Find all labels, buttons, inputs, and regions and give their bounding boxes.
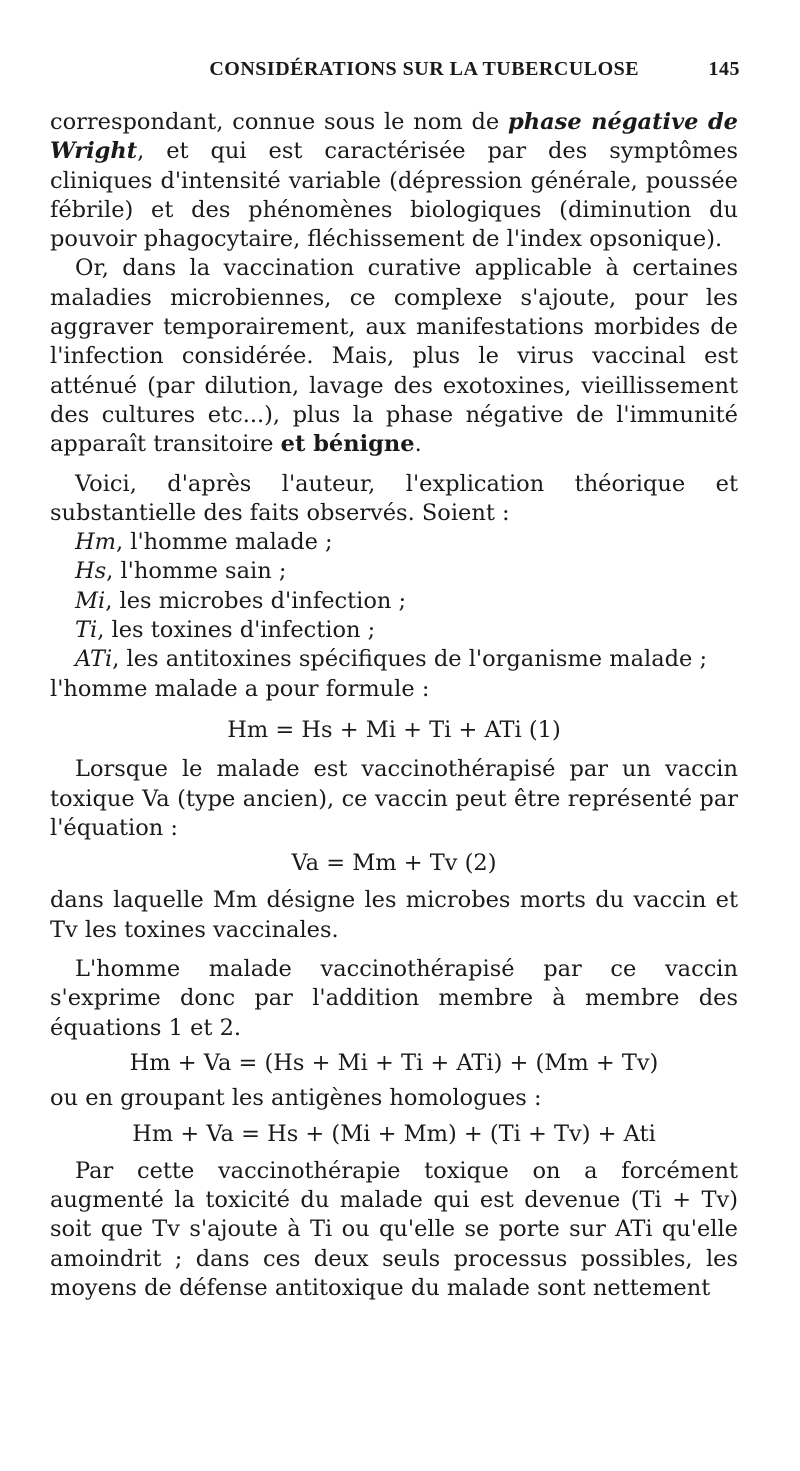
definition-item <box>50 528 738 557</box>
formula-intro: l'homme malade a pour formule : <box>50 675 430 702</box>
definition-item <box>50 587 738 616</box>
definition-symbol: Hs <box>75 558 107 585</box>
running-title: CONSIDÉRATIONS SUR LA TUBERCULOSE <box>209 58 640 80</box>
paragraph-5: dans laquelle Mm désigne les microbes morts du vaccin et Tv les toxines vaccinales. <box>50 887 738 943</box>
emphasis-phase-negative: phase négative de Wright <box>50 109 738 165</box>
equation-4: Hm + Va = Hs + (Mi + Mm) + (Ti + Tv) + Ati <box>132 1120 656 1147</box>
definition-symbol: Ti <box>75 617 98 644</box>
paragraph-7: ou en groupant les antigènes homologues : <box>50 1085 542 1112</box>
paragraph-1 <box>50 108 738 254</box>
equation-3: Hm + Va = (Hs + Mi + Ti + ATi) + (Mm + Tv) <box>129 1049 659 1076</box>
definition-symbol: ATi <box>75 646 113 673</box>
definition-text: , les toxines d'infection ; <box>97 617 376 644</box>
equation-1: Hm = Hs + Mi + Ti + ATi (1) <box>227 716 561 743</box>
paragraph-8: Par cette vaccinothérapie toxique on a forcément augmenté la toxicité du malade qui est devenue (Ti + Tv) soit que Tv s'ajoute à Ti ou qu'elle se porte sur ATi qu'elle amoindrit ; dans ces deux seuls processus possibles, les moyens de défense antitoxique du malade sont nettement <box>50 1157 738 1301</box>
definition-symbol: Mi <box>75 587 106 614</box>
paragraph-2-text-end: . <box>414 431 422 458</box>
running-header <box>50 58 740 81</box>
paragraph-2 <box>50 254 738 459</box>
emphasis-benigne: et bénigne <box>280 431 415 458</box>
paragraph-1-text: correspondant, connue sous le nom de <box>50 109 508 135</box>
paragraph-4: Lorsque le malade est vaccinothérapisé par un vaccin toxique Va (type ancien), ce vaccin peut être représenté par l'équation : <box>50 756 738 841</box>
paragraph-6: L'homme malade vaccinothérapisé par ce vaccin s'exprime donc par l'addition membre à membre des équations 1 et 2. <box>50 956 738 1041</box>
paragraph-2-text: Or, dans la vaccination curative applicable à certaines maladies microbiennes, ce complexe s'ajoute, pour les aggraver temporairement, aux manifestations morbides de l'infection considérée. Mais, plus le virus vaccinal est atténué (par dilution, lavage des exotoxines, vieillissement des cultures etc...), plus la phase négative de l'immunité apparaît transitoire <box>50 255 738 458</box>
equation-2: Va = Mm + Tv (2) <box>291 850 497 877</box>
page-number: 145 <box>708 58 740 80</box>
definition-text: , l'homme malade ; <box>115 529 333 556</box>
definition-text: , les microbes d'infection ; <box>105 587 407 614</box>
definition-item <box>50 557 738 586</box>
definition-item <box>50 645 738 674</box>
definition-text: , l'homme sain ; <box>106 558 287 585</box>
paragraph-1-text-end: , et qui est caractérisée par des symptômes cliniques d'intensité variable (dépression générale, poussée fébrile) et des phénomènes biologiques (diminution du pouvoir phagocytaire, fléchissement de l'index opsonique). <box>50 138 738 253</box>
definition-text: , les antitoxines spécifiques de l'organisme malade ; <box>112 646 708 673</box>
definition-item <box>50 616 738 645</box>
paragraph-3: Voici, d'après l'auteur, l'explication théorique et substantielle des faits observés. Soient : <box>50 470 738 526</box>
page-body <box>50 108 738 1303</box>
definition-symbol: Hm <box>75 529 116 556</box>
